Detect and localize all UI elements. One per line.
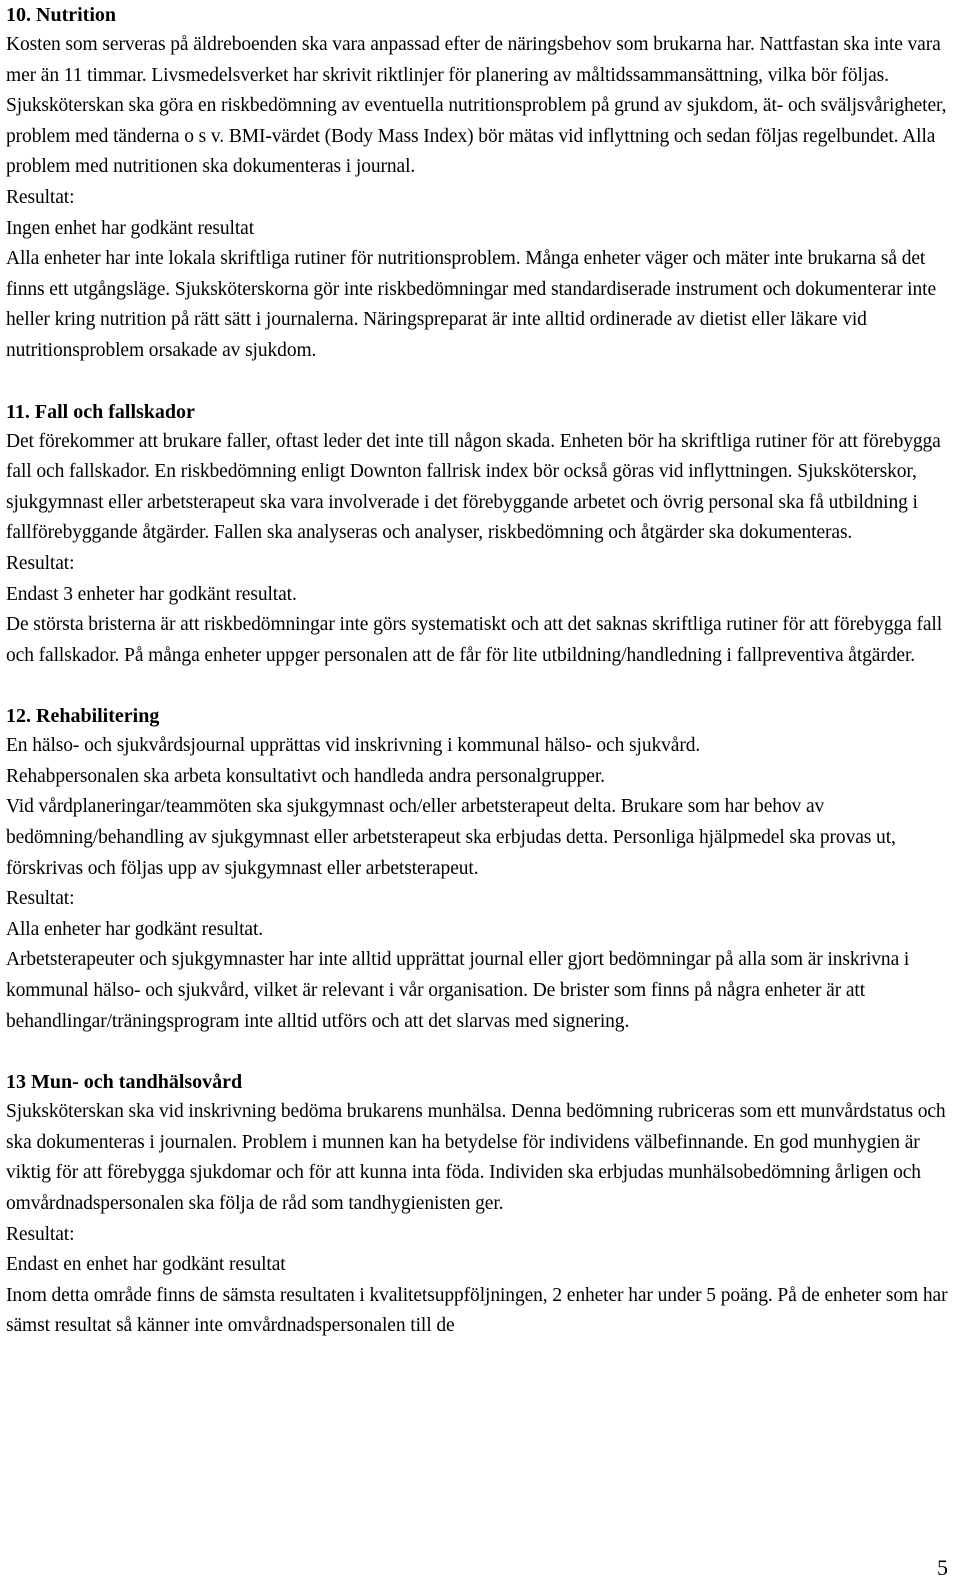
document-page (6, 0, 950, 1342)
section-heading: 12. Rehabilitering (6, 705, 160, 728)
result-summary: Alla enheter har godkänt resultat. (6, 918, 264, 940)
paragraph: Sjuksköterskan ska vid inskrivning bedöma brukarens munhälsa. Denna bedömning rubriceras som ett munvårdstatus och ska dokumenteras i journalen. Problem i munnen kan ha betydelse för individens välbefinnande. En god munhygien är viktig för att förebygga sjukdomar och för att kunna inta föda. Individen ska erbjudas munhälsobedömning årligen och omvårdnadspersonalen ska följa de råd som tandhygienisten ger. (6, 1101, 946, 1214)
section-falls (6, 397, 950, 672)
section-gap (6, 1037, 950, 1067)
paragraph: Vid vårdplaneringar/teammöten ska sjukgymnast och/eller arbetsterapeut delta. Brukare som har behov av bedömning/behandling av sjukgymnast eller arbetsterapeut ska erbjudas detta. Personliga hjälpmedel ska provas ut, förskrivas och följas upp av sjukgymnast eller arbetsterapeut. (6, 796, 896, 879)
paragraph: Rehabpersonalen ska arbeta konsultativt och handleda andra personalgrupper. (6, 765, 605, 787)
section-oral-health (6, 1067, 950, 1342)
paragraph: Inom detta område finns de sämsta resultaten i kvalitetsuppföljningen, 2 enheter har under 5 poäng. På de enheter som har sämst resultat så känner inte omvårdnadspersonalen till de (6, 1284, 948, 1337)
page-number: 5 (937, 1555, 948, 1580)
section-heading: 10. Nutrition (6, 4, 116, 26)
section-gap (6, 671, 950, 701)
section-nutrition (6, 0, 950, 367)
paragraph: Alla enheter har inte lokala skriftliga rutiner för nutritionsproblem. Många enheter väger och mäter inte brukarna så det finns ett utgångsläge. Sjuksköterskorna gör inte riskbedömningar med standardiserade instrument och dokumenterar inte heller kring nutrition på rätt sätt i journalerna. Näringspreparat är inte alltid ordinerade av dietist eller läkare vid nutritionsproblem orsakade av sjukdom. (6, 248, 937, 361)
result-label: Resultat: (6, 1223, 75, 1245)
result-summary: Endast en enhet har godkänt resultat (6, 1254, 286, 1276)
result-label: Resultat: (6, 888, 75, 910)
result-summary: Endast 3 enheter har godkänt resultat. (6, 583, 297, 605)
section-rehabilitation (6, 701, 950, 1037)
section-heading: 13 Mun- och tandhälsovård (6, 1071, 243, 1094)
result-label: Resultat: (6, 186, 75, 208)
section-heading: 11. Fall och fallskador (6, 400, 195, 423)
paragraph: Det förekommer att brukare faller, oftast leder det inte till någon skada. Enheten bör ha skriftliga rutiner för att förebygga fall och fallskador. En riskbedömning enligt Downton fallrisk index bör också göras vid inflyttningen. Sjuksköterskor, sjukgymnast eller arbetsterapeut ska vara involverade i det förebyggande arbetet och övrig personal ska få utbildning i fallförebyggande åtgärder. Fallen ska analyseras och analyser, riskbedömning och åtgärder ska dokumenteras. (6, 430, 941, 544)
section-gap (6, 367, 950, 397)
paragraph: Kosten som serveras på äldreboenden ska vara anpassad efter de näringsbehov som brukarna har. Nattfastan ska inte vara mer än 11 timmar. Livsmedelsverket har skrivit riktlinjer för planering av måltidssammansättning, vilka bör följas. Sjuksköterskan ska göra en riskbedömning av eventuella nutritionsproblem på grund av sjukdom, ät- och sväljsvårigheter, problem med tänderna o s v. BMI-värdet (Body Mass Index) bör mätas vid inflyttning och sedan följas regelbundet. Alla problem med nutritionen ska dokumenteras i journal. (6, 34, 947, 178)
result-summary: Ingen enhet har godkänt resultat (6, 217, 255, 239)
result-label: Resultat: (6, 552, 75, 574)
paragraph: En hälso- och sjukvårdsjournal upprättas vid inskrivning i kommunal hälso- och sjukvård. (6, 735, 701, 757)
paragraph: Arbetsterapeuter och sjukgymnaster har inte alltid upprättat journal eller gjort bedömningar på alla som är inskrivna i kommunal hälso- och sjukvård, vilket är relevant i vår organisation. De brister som finns på några enheter är att behandlingar/träningsprogram inte alltid utförs och att det slarvas med signering. (6, 949, 910, 1032)
paragraph: De största bristerna är att riskbedömningar inte görs systematiskt och att det saknas skriftliga rutiner för att förebygga fall och fallskador. På många enheter uppger personalen att de får för lite utbildning/handledning i fallpreventiva åtgärder. (6, 614, 943, 666)
